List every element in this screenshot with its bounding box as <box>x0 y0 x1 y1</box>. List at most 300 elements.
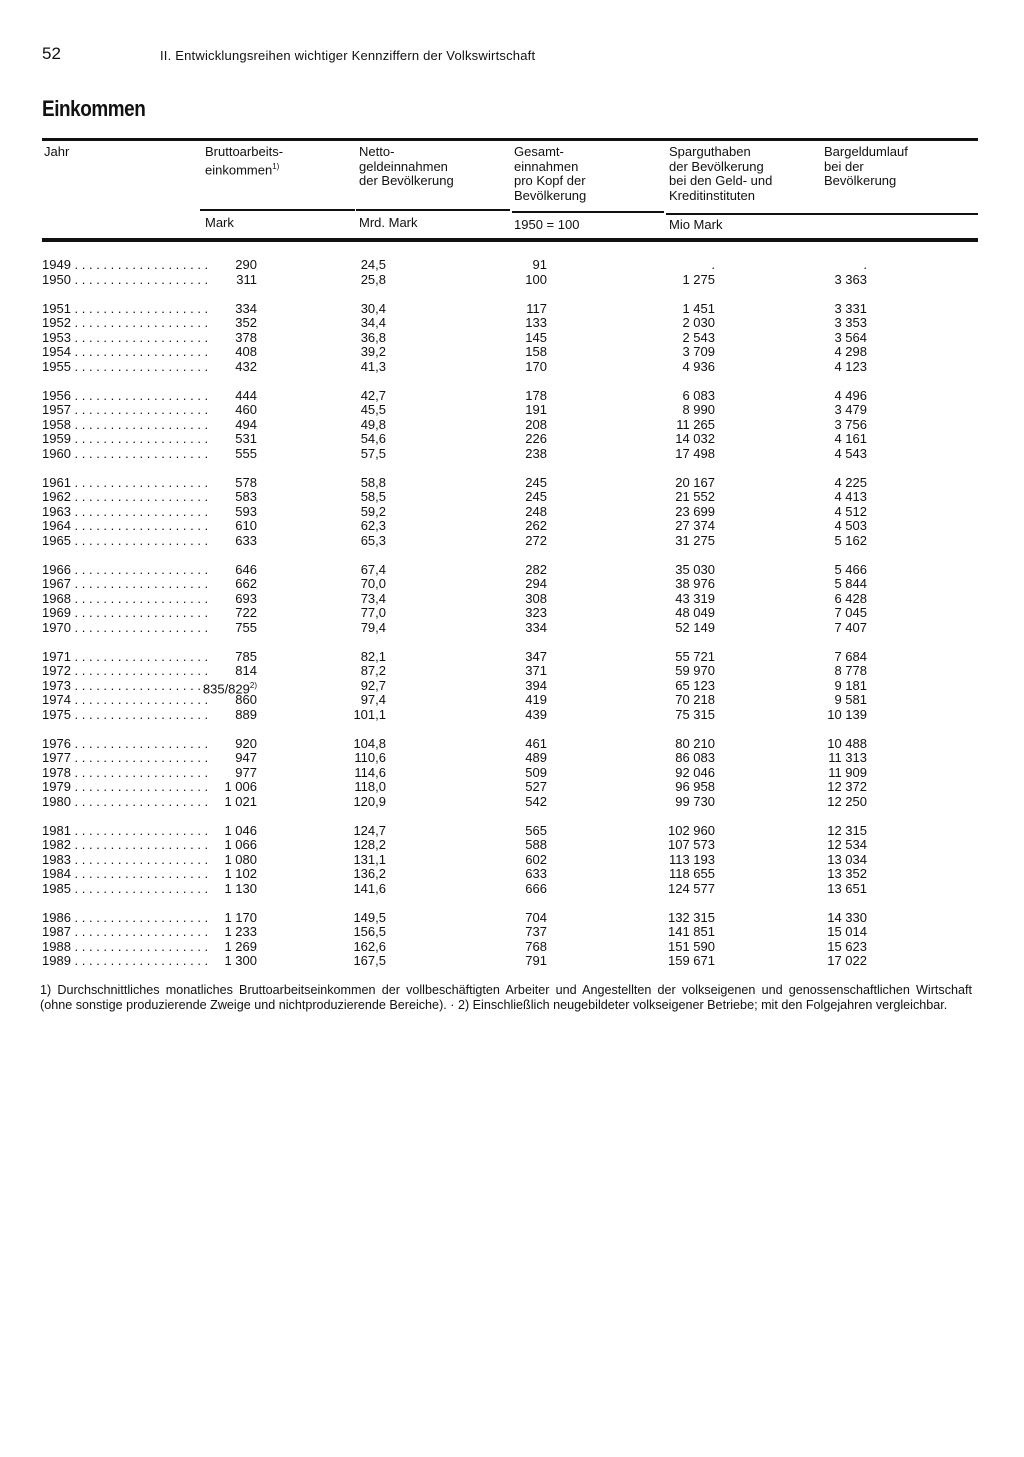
unit-total: 1950 = 100 <box>514 217 580 232</box>
cell-total: 245 <box>525 489 547 504</box>
cell-net: 30,4 <box>360 300 386 316</box>
cell-net: 120,9 <box>353 793 386 809</box>
cell-savings: 132 315 <box>668 909 715 925</box>
row-year <box>42 648 209 665</box>
cell-total: 272 <box>525 532 547 548</box>
cell-gross: 662 <box>235 576 257 591</box>
cell-savings: 23 699 <box>675 503 715 519</box>
row-year-value: 1973 <box>42 677 71 693</box>
cell-gross: 334 <box>235 300 257 316</box>
row-year-value: 1964 <box>42 518 71 533</box>
cell-cash: 9 181 <box>834 677 867 693</box>
cell-total: 191 <box>525 402 547 417</box>
row-year-value: 1968 <box>42 590 71 606</box>
cell-savings: 20 167 <box>675 474 715 490</box>
cell-savings: 2 543 <box>682 329 715 345</box>
cell-cash: 4 512 <box>834 503 867 519</box>
footnote-ref-1: 1) <box>272 161 280 171</box>
leader-dots: . . . . . . . . . . . . . . . . . . . <box>70 793 209 809</box>
cell-total: 791 <box>525 953 547 968</box>
cell-cash: 3 331 <box>834 300 867 316</box>
row-year <box>42 706 209 723</box>
cell-total: 91 <box>532 257 547 272</box>
leader-dots: . . . . . . . . . . . . . . . . . . . <box>70 764 209 780</box>
cell-net: 79,4 <box>360 619 386 635</box>
cell-net: 167,5 <box>353 953 386 968</box>
cell-cash: 4 298 <box>834 344 867 359</box>
cell-total: 461 <box>525 735 547 751</box>
cell-savings: . <box>711 257 715 272</box>
leader-dots: . . . . . . . . . . . . . . . . . . . <box>70 866 209 881</box>
cell-gross: 1 006 <box>224 779 257 794</box>
row-year <box>42 474 209 491</box>
cell-gross: 860 <box>235 692 257 707</box>
cell-cash: 6 428 <box>834 590 867 606</box>
cell-total: 170 <box>525 358 547 374</box>
footnote-ref-2: 2) <box>249 680 257 690</box>
cell-cash: 13 034 <box>827 851 867 867</box>
row-year <box>42 402 209 418</box>
header-cash: Bargeldumlauf bei der Bevölkerung <box>824 144 908 188</box>
row-year-value: 1976 <box>42 735 71 751</box>
leader-dots: . . . . . . . . . . . . . . . . . . . <box>70 735 209 751</box>
cell-gross: 1 300 <box>224 953 257 968</box>
cell-total: 439 <box>525 706 547 722</box>
cell-gross: 593 <box>235 503 257 519</box>
cell-savings: 8 990 <box>682 402 715 417</box>
cell-savings: 96 958 <box>675 779 715 794</box>
leader-dots: . . . . . . . . . . . . . . . . . . . <box>70 837 209 852</box>
cell-net: 59,2 <box>360 503 386 519</box>
row-year <box>42 329 209 346</box>
leader-dots: . . . . . . . . . . . . . . . . . . . <box>70 619 209 635</box>
cell-gross: 693 <box>235 590 257 606</box>
leader-dots: . . . . . . . . . . . . . . . . . . . <box>70 924 209 939</box>
leader-dots: . . . . . . . . . . . . . . . . . . . <box>70 851 209 867</box>
unit-net: Mrd. Mark <box>359 215 418 230</box>
cell-cash: 9 581 <box>834 692 867 707</box>
cell-total: 262 <box>525 518 547 533</box>
leader-dots: . . . . . . . . . . . . . . . . . . . <box>70 315 209 330</box>
row-year-value: 1989 <box>42 953 71 968</box>
cell-total: 704 <box>525 909 547 925</box>
row-year-value: 1970 <box>42 619 71 635</box>
cell-total: 768 <box>525 938 547 954</box>
leader-dots: . . . . . . . . . . . . . . . . . . . <box>70 880 209 896</box>
cell-gross: 1 130 <box>224 880 257 896</box>
row-year-value: 1952 <box>42 315 71 330</box>
row-year <box>42 953 209 969</box>
cell-net: 62,3 <box>360 518 386 533</box>
row-year <box>42 561 209 578</box>
cell-total: 334 <box>525 619 547 635</box>
row-year <box>42 938 209 955</box>
row-year <box>42 416 209 433</box>
cell-total: 248 <box>525 503 547 519</box>
row-year-value: 1961 <box>42 474 71 490</box>
cell-total: 117 <box>526 300 547 316</box>
row-year-value: 1960 <box>42 445 71 461</box>
cell-cash: 12 250 <box>827 793 867 809</box>
row-year <box>42 300 209 317</box>
row-year-value: 1969 <box>42 605 71 620</box>
cell-cash: 4 496 <box>834 387 867 403</box>
cell-savings: 65 123 <box>675 677 715 693</box>
cell-savings: 107 573 <box>668 837 715 852</box>
cell-total: 238 <box>525 445 547 461</box>
cell-total: 178 <box>525 387 547 403</box>
cell-cash: 4 413 <box>834 489 867 504</box>
cell-cash: 12 315 <box>827 822 867 838</box>
cell-savings: 21 552 <box>675 489 715 504</box>
cell-gross: 814 <box>235 663 257 678</box>
cell-cash: 3 479 <box>834 402 867 417</box>
cell-savings: 99 730 <box>675 793 715 809</box>
cell-gross: 920 <box>235 735 257 751</box>
cell-net: 58,8 <box>360 474 386 490</box>
leader-dots: . . . . . . . . . . . . . . . . . . . <box>70 648 209 664</box>
leader-dots: . . . . . . . . . . . . . . . . . . . <box>70 953 209 968</box>
cell-savings: 38 976 <box>675 576 715 591</box>
cell-gross: 977 <box>235 764 257 780</box>
cell-cash: 14 330 <box>827 909 867 925</box>
row-year <box>42 851 209 868</box>
row-year <box>42 692 209 708</box>
cell-gross: 1 066 <box>224 837 257 852</box>
leader-dots: . . . . . . . . . . . . . . . . . . . <box>70 677 209 693</box>
cell-net: 156,5 <box>353 924 386 939</box>
cell-total: 666 <box>525 880 547 896</box>
row-year-value: 1975 <box>42 706 71 722</box>
row-year-value: 1985 <box>42 880 71 896</box>
cell-net: 128,2 <box>353 837 386 852</box>
cell-net: 41,3 <box>360 358 386 374</box>
cell-total: 737 <box>525 924 547 939</box>
table-top-rule <box>42 138 978 141</box>
leader-dots: . . . . . . . . . . . . . . . . . . . <box>70 271 209 287</box>
row-year-value: 1955 <box>42 358 71 374</box>
cell-savings: 86 083 <box>675 750 715 765</box>
cell-cash: 3 564 <box>834 329 867 345</box>
cell-savings: 43 319 <box>675 590 715 606</box>
cell-net: 136,2 <box>353 866 386 881</box>
row-year <box>42 837 209 853</box>
cell-net: 124,7 <box>353 822 386 838</box>
cell-gross: 378 <box>235 329 257 345</box>
cell-cash: 7 684 <box>834 648 867 664</box>
section-title: Einkommen <box>42 96 146 121</box>
row-year-value: 1982 <box>42 837 71 852</box>
cell-cash: 15 623 <box>827 938 867 954</box>
cell-cash: 13 352 <box>827 866 867 881</box>
leader-dots: . . . . . . . . . . . . . . . . . . . <box>70 605 209 620</box>
cell-net: 118,0 <box>354 779 386 794</box>
leader-dots: . . . . . . . . . . . . . . . . . . . <box>70 576 209 591</box>
header-gross-income <box>205 145 283 177</box>
cell-net: 70,0 <box>360 576 386 591</box>
row-year <box>42 750 209 766</box>
cell-net: 92,7 <box>360 677 386 693</box>
cell-cash: 11 313 <box>828 750 867 765</box>
cell-cash: 5 466 <box>834 561 867 577</box>
cell-savings: 31 275 <box>675 532 715 548</box>
cell-total: 509 <box>525 764 547 780</box>
cell-cash: 5 844 <box>834 576 867 591</box>
header-total-income: Gesamt- einnahmen pro Kopf der Bevölkerung <box>514 144 587 203</box>
cell-gross: 722 <box>235 605 257 620</box>
cell-net: 58,5 <box>360 489 386 504</box>
cell-gross: 531 <box>235 431 257 446</box>
leader-dots: . . . . . . . . . . . . . . . . . . . <box>70 431 209 446</box>
row-year <box>42 779 209 795</box>
running-head: II. Entwicklungsreihen wichtiger Kennziffern der Volkswirtschaft <box>160 48 536 63</box>
unit-gross: Mark <box>205 215 234 230</box>
leader-dots: . . . . . . . . . . . . . . . . . . . <box>70 402 209 417</box>
header-net-income: Netto- geldeinnahmen der Bevölkerung <box>359 144 454 188</box>
row-year-value: 1965 <box>42 532 71 548</box>
cell-cash: 4 161 <box>834 431 867 446</box>
row-year <box>42 822 209 839</box>
row-year-value: 1972 <box>42 663 71 678</box>
unit-rule-net <box>356 209 510 211</box>
row-year <box>42 445 209 462</box>
cell-cash: 4 225 <box>834 474 867 490</box>
leader-dots: . . . . . . . . . . . . . . . . . . . <box>70 532 209 548</box>
leader-dots: . . . . . . . . . . . . . . . . . . . <box>70 474 209 490</box>
row-year <box>42 315 209 331</box>
cell-savings: 80 210 <box>675 735 715 751</box>
cell-net: 36,8 <box>360 329 386 345</box>
leader-dots: . . . . . . . . . . . . . . . . . . . <box>70 445 209 461</box>
cell-savings: 151 590 <box>668 938 715 954</box>
footnote: 1) Durchschnittliches monatliches Bruttoarbeitseinkommen der vollbeschäftigten Arbeiter und Angestellten der volkseigenen und genossenschaftlichen Wirtschaft (ohne sonstige produzierende Zweige und nichtproduzierende Bereiche). · 2) Einschließlich neugebildeter volkseigener Betriebe; mit den Folgejahren vergleichbar. <box>40 983 972 1012</box>
cell-savings: 92 046 <box>675 764 715 780</box>
leader-dots: . . . . . . . . . . . . . . . . . . . <box>70 503 209 519</box>
cell-cash: 17 022 <box>827 953 867 968</box>
cell-total: 602 <box>525 851 547 867</box>
leader-dots: . . . . . . . . . . . . . . . . . . . <box>70 489 209 504</box>
cell-savings: 6 083 <box>682 387 715 403</box>
table-header-bottom-rule <box>42 238 978 242</box>
cell-gross: 1 080 <box>224 851 257 867</box>
cell-gross: 408 <box>235 344 257 359</box>
row-year <box>42 387 209 404</box>
cell-gross: 1 170 <box>224 909 257 925</box>
header-year: Jahr <box>44 144 70 159</box>
cell-net: 65,3 <box>360 532 386 548</box>
cell-cash: 5 162 <box>834 532 867 548</box>
cell-total: 347 <box>525 648 547 664</box>
leader-dots: . . . . . . . . . . . . . . . . . . . <box>70 257 209 272</box>
cell-net: 110,6 <box>354 750 386 765</box>
cell-total: 294 <box>525 576 547 591</box>
cell-gross: 1 102 <box>224 866 257 881</box>
cell-savings: 17 498 <box>675 445 715 461</box>
row-year <box>42 503 209 520</box>
cell-savings: 141 851 <box>668 924 715 939</box>
cell-total: 489 <box>525 750 547 765</box>
leader-dots: . . . . . . . . . . . . . . . . . . . <box>70 518 209 533</box>
cell-cash: . <box>863 257 867 272</box>
cell-gross: 578 <box>235 474 257 490</box>
leader-dots: . . . . . . . . . . . . . . . . . . . <box>70 344 209 359</box>
cell-net: 87,2 <box>360 663 386 678</box>
row-year-value: 1978 <box>42 764 71 780</box>
cell-total: 588 <box>525 837 547 852</box>
cell-gross: 290 <box>235 257 257 272</box>
row-year-value: 1984 <box>42 866 71 881</box>
cell-gross: 1 021 <box>224 793 257 809</box>
leader-dots: . . . . . . . . . . . . . . . . . . . <box>70 706 209 722</box>
cell-gross: 494 <box>235 416 257 432</box>
row-year-value: 1959 <box>42 431 71 446</box>
cell-cash: 7 407 <box>834 619 867 635</box>
unit-rule-savings <box>666 213 978 215</box>
row-year-value: 1963 <box>42 503 71 519</box>
leader-dots: . . . . . . . . . . . . . . . . . . . <box>70 329 209 345</box>
cell-gross: 432 <box>235 358 257 374</box>
cell-total: 419 <box>525 692 547 707</box>
row-year <box>42 358 209 375</box>
row-year <box>42 605 209 621</box>
cell-net: 39,2 <box>360 344 386 359</box>
cell-gross: 1 233 <box>224 924 257 939</box>
header-savings: Sparguthaben der Bevölkerung bei den Geld- und Kreditinstituten <box>669 144 773 203</box>
cell-gross: 444 <box>235 387 257 403</box>
cell-savings: 11 265 <box>676 416 715 432</box>
cell-net: 82,1 <box>360 648 386 664</box>
cell-cash: 13 651 <box>827 880 867 896</box>
cell-net: 97,4 <box>360 692 386 707</box>
unit-rule-gross <box>200 209 355 211</box>
leader-dots: . . . . . . . . . . . . . . . . . . . <box>70 300 209 316</box>
cell-net: 131,1 <box>353 851 386 867</box>
cell-net: 34,4 <box>360 315 386 330</box>
cell-savings: 59 970 <box>675 663 715 678</box>
cell-gross: 646 <box>235 561 257 577</box>
cell-savings: 52 149 <box>675 619 715 635</box>
row-year-value: 1980 <box>42 793 71 809</box>
row-year <box>42 663 209 679</box>
row-year <box>42 866 209 882</box>
row-year <box>42 590 209 607</box>
cell-cash: 3 756 <box>834 416 867 432</box>
cell-gross: 460 <box>235 402 257 417</box>
cell-gross: 889 <box>235 706 257 722</box>
cell-gross: 1 046 <box>224 822 257 838</box>
cell-savings: 159 671 <box>668 953 715 968</box>
row-year <box>42 576 209 592</box>
cell-cash: 8 778 <box>834 663 867 678</box>
cell-gross: 610 <box>235 518 257 533</box>
cell-net: 141,6 <box>353 880 386 896</box>
leader-dots: . . . . . . . . . . . . . . . . . . . <box>70 590 209 606</box>
cell-net: 149,5 <box>353 909 386 925</box>
row-year <box>42 924 209 940</box>
cell-cash: 11 909 <box>828 764 867 780</box>
row-year-value: 1954 <box>42 344 71 359</box>
row-year-value: 1958 <box>42 416 71 432</box>
cell-total: 226 <box>525 431 547 446</box>
cell-gross: 311 <box>236 271 257 287</box>
cell-net: 104,8 <box>353 735 386 751</box>
row-year-value: 1967 <box>42 576 71 591</box>
page-number: 52 <box>42 44 61 63</box>
cell-total: 542 <box>525 793 547 809</box>
row-year <box>42 909 209 926</box>
cell-net: 54,6 <box>360 431 386 446</box>
row-year-value: 1977 <box>42 750 71 765</box>
row-year <box>42 431 209 447</box>
cell-gross: 947 <box>235 750 257 765</box>
row-year-value: 1974 <box>42 692 71 707</box>
cell-savings: 1 275 <box>682 271 715 287</box>
cell-savings: 118 655 <box>668 866 715 881</box>
cell-cash: 12 534 <box>827 837 867 852</box>
cell-net: 77,0 <box>360 605 386 620</box>
header-gross-income-label: Bruttoarbeits- einkommen <box>205 144 284 177</box>
cell-gross: 785 <box>235 648 257 664</box>
cell-gross: 555 <box>235 445 257 461</box>
leader-dots: . . . . . . . . . . . . . . . . . . . <box>70 779 209 794</box>
cell-net: 24,5 <box>360 257 386 272</box>
row-year <box>42 619 209 636</box>
cell-net: 45,5 <box>360 402 386 417</box>
row-year <box>42 489 209 505</box>
cell-savings: 124 577 <box>668 880 715 896</box>
row-year <box>42 793 209 810</box>
cell-savings: 1 451 <box>682 300 715 316</box>
row-year <box>42 880 209 897</box>
cell-cash: 4 543 <box>834 445 867 461</box>
cell-net: 162,6 <box>353 938 386 954</box>
row-year-value: 1981 <box>42 822 71 838</box>
cell-gross: 633 <box>235 532 257 548</box>
leader-dots: . . . . . . . . . . . . . . . . . . . <box>70 358 209 374</box>
cell-cash: 4 123 <box>834 358 867 374</box>
cell-gross: 835/829$^{2)}$ <box>202 680 257 696</box>
cell-cash: 15 014 <box>827 924 867 939</box>
cell-cash: 4 503 <box>834 518 867 533</box>
row-year-value: 1950 <box>42 271 71 287</box>
cell-total: 100 <box>525 271 547 287</box>
cell-gross: 583 <box>235 489 257 504</box>
row-year-value: 1957 <box>42 402 71 417</box>
cell-gross: 1 269 <box>224 938 257 954</box>
cell-total: 308 <box>525 590 547 606</box>
cell-savings: 55 721 <box>675 648 715 664</box>
row-year-value: 1988 <box>42 938 71 954</box>
cell-cash: 10 488 <box>827 735 867 751</box>
row-year-value: 1979 <box>42 779 71 794</box>
cell-total: 565 <box>525 822 547 838</box>
cell-total: 282 <box>525 561 547 577</box>
row-year-value: 1949 <box>42 257 71 272</box>
leader-dots: . . . . . . . . . . . . . . . . . . . <box>70 692 209 707</box>
cell-net: 42,7 <box>360 387 386 403</box>
row-year-value: 1962 <box>42 489 71 504</box>
cell-cash: 7 045 <box>834 605 867 620</box>
row-year <box>42 257 209 273</box>
cell-total: 323 <box>525 605 547 620</box>
cell-total: 371 <box>525 663 547 678</box>
cell-net: 114,6 <box>354 764 386 780</box>
cell-savings: 48 049 <box>675 605 715 620</box>
cell-savings: 14 032 <box>675 431 715 446</box>
cell-cash: 3 363 <box>834 271 867 287</box>
cell-total: 208 <box>525 416 547 432</box>
cell-savings: 3 709 <box>682 344 715 359</box>
